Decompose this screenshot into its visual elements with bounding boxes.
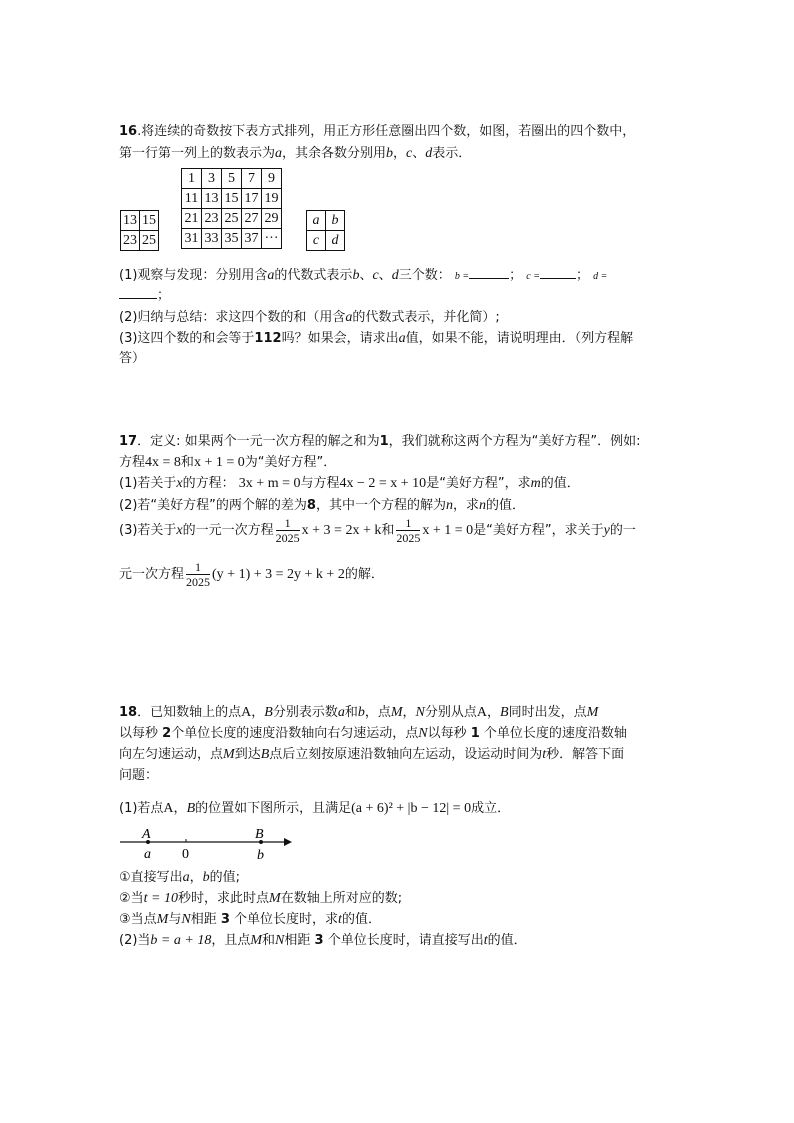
grid-cell: 13: [202, 189, 222, 209]
grid-cell: d: [326, 231, 345, 251]
q18-line-1: 18．已知数轴上的点A，B分别表示数a和b，点M，N分别从点A，B同时出发，点M: [119, 705, 599, 720]
q17-part-3: (3)若关于x的一元一次方程 $\frac{1}{2025}$ x + 3 = 2x + k和 $\frac{1}{2025}$ x + 1 = 0是“美好方程”，求关于y的一: [119, 516, 636, 545]
grid-cell: a: [307, 211, 326, 231]
grid-cell: c: [307, 231, 326, 251]
grid-cell: 29: [262, 209, 282, 229]
q18-line-2: 以每秒 2个单位长度的速度沿数轴向右匀速运动，点N以每秒 1 个单位长度的速度沿数轴: [119, 726, 627, 741]
q16-line-1: 16.将连续的奇数按下表方式排列，用正方形任意圈出四个数，如图，若圈出的四个数中，: [119, 124, 636, 139]
grid-cell: 23: [121, 231, 140, 251]
grid-cell: 25: [140, 231, 159, 251]
q17-line-2: 方程4x = 8和x + 1 = 0为“美好方程”．: [119, 455, 337, 470]
q18-part-1: (1)若点A，B的位置如下图所示，且满足(a + 6)² + |b − 12| = 0成立．: [119, 801, 511, 816]
q18-sub-2: ②当t = 10秒时，求此时点M在数轴上所对应的数;: [119, 891, 403, 906]
q17-part-2: (2)若“美好方程”的两个解的差为8，其中一个方程的解为n，求n的值．: [119, 498, 525, 513]
fraction: $\frac{1}{2025}$: [186, 560, 211, 589]
grid-cell: 25: [222, 209, 242, 229]
small-number-grid: [120, 210, 159, 251]
grid-cell: 15: [222, 189, 242, 209]
grid-cell: 23: [202, 209, 222, 229]
q18-part-2: (2)当b = a + 18，且点M和N相距 3 个单位长度时，请直接写出t的值．: [119, 933, 527, 948]
q18-number: 18: [119, 705, 138, 720]
grid-cell: 21: [182, 209, 202, 229]
grid-cell: 19: [262, 189, 282, 209]
grid-cell: b: [326, 211, 345, 231]
axis-arrow-icon: [284, 838, 292, 846]
q16-part-1-cont: ；: [119, 284, 170, 303]
grid-cell: 11: [182, 189, 202, 209]
grid-cell: 13: [121, 211, 140, 231]
odd-number-table: [181, 168, 282, 249]
grid-cell: 3: [202, 169, 222, 189]
grid-cell: 37: [242, 229, 262, 249]
grid-cell: 27: [242, 209, 262, 229]
axis-label-b: b: [257, 848, 264, 863]
grid-cell: 17: [242, 189, 262, 209]
q18-line-3: 向左匀速运动，点M到达B点后立刻按原速沿数轴向左运动，设运动时间为t秒．解答下面: [119, 747, 625, 762]
q17-line-1: 17．定义: 如果两个一元一次方程的解之和为1，我们就称这两个方程为“美好方程”．例如:: [119, 434, 641, 449]
q16-part-3: (3)这四个数的和会等于112吗？如果会，请求出a值，如果不能，请说明理由．（列方程解: [119, 331, 634, 346]
grid-cell: ···: [262, 229, 282, 249]
q16-line-2: 第一行第一列上的数表示为a，其余各数分别用b，c、d表示．: [119, 146, 472, 161]
q17-number: 17: [119, 434, 138, 449]
q16-part-1: (1)观察与发现：分别用含a的代数式表示b、c、d三个数： b = ； c = ； d =: [119, 268, 608, 283]
grid-cell: 31: [182, 229, 202, 249]
q16-part-2: (2)归纳与总结：求这四个数的和（用含a的代数式表示，并化简）;: [119, 310, 500, 325]
answer-blank[interactable]: [119, 286, 157, 299]
q17-part-1: (1)若关于x的方程： 3x + m = 0与方程4x − 2 = x + 10是“美好方程”，求m的值．: [119, 476, 580, 491]
grid-cell: 35: [222, 229, 242, 249]
number-line: [118, 822, 298, 864]
grid-cell: 1: [182, 169, 202, 189]
axis-label-0: 0: [182, 847, 189, 862]
axis-label-B: B: [255, 827, 264, 842]
answer-blank[interactable]: [540, 266, 576, 279]
q18-line-4: 问题：: [119, 768, 159, 783]
axis-label-a: a: [144, 847, 151, 862]
grid-cell: 5: [222, 169, 242, 189]
grid-cell: 15: [140, 211, 159, 231]
q17-part-3-cont: 元一次方程 $\frac{1}{2025}$ (y + 1) + 3 = 2y + k + 2的解．: [119, 560, 384, 589]
q18-sub-1: ①直接写出a，b的值;: [119, 870, 241, 885]
grid-cell: 9: [262, 169, 282, 189]
grid-cell: 7: [242, 169, 262, 189]
abcd-grid: [306, 210, 345, 251]
axis-label-A: A: [142, 827, 151, 842]
q16-number: 16: [119, 124, 138, 139]
fraction: $\frac{1}{2025}$: [396, 516, 421, 545]
answer-blank[interactable]: [469, 266, 509, 279]
q18-sub-3: ③当点M与N相距 3 个单位长度时，求t的值．: [119, 912, 381, 927]
grid-cell: 33: [202, 229, 222, 249]
fraction: $\frac{1}{2025}$: [275, 516, 300, 545]
q16-part-3-cont: 答）: [119, 351, 146, 366]
